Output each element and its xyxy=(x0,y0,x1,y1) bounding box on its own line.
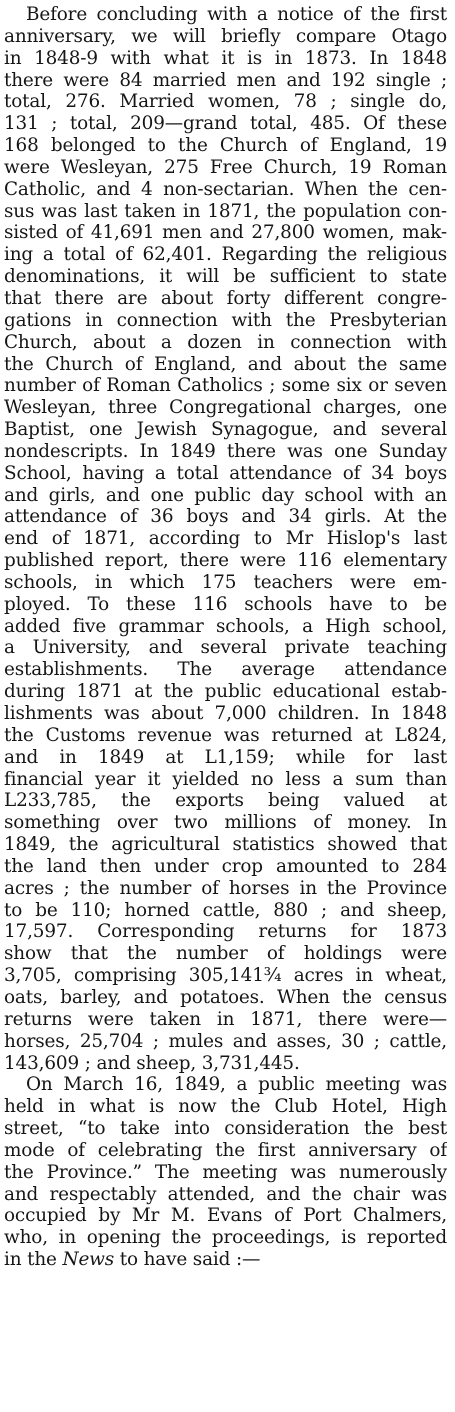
text-line: L233,785, the exports being valued at xyxy=(4,790,447,812)
text-line: something over two millions of money. In xyxy=(4,812,447,834)
text-line: that there are about forty different congre- xyxy=(4,287,447,309)
text-line: establishments. The average attendance xyxy=(4,659,447,681)
text-line: published report, there were 116 elementary xyxy=(4,550,447,572)
text-line: anniversary, we will briefly compare Otago xyxy=(4,25,447,47)
text-line: and girls, and one public day school with an xyxy=(4,484,447,506)
text-line: and in 1849 at L1,159; while for last xyxy=(4,746,447,768)
text-line: nondescripts. In 1849 there was one Sunday xyxy=(4,440,447,462)
text-line: 1849, the agricultural statistics showed that xyxy=(4,834,447,856)
text-line: sisted of 41,691 men and 27,800 women, mak- xyxy=(4,222,447,244)
text-line: who, in opening the proceedings, is reported xyxy=(4,1227,447,1249)
text-line: mode of celebrating the first anniversary of xyxy=(4,1139,447,1161)
text-line: schools, in which 175 teachers were em- xyxy=(4,571,447,593)
text-line: end of 1871, according to Mr Hislop's last xyxy=(4,528,447,550)
newspaper-title: News xyxy=(62,1249,115,1271)
text-line: there were 84 married men and 192 single ; xyxy=(4,69,447,91)
text-line: Church, about a dozen in connection with xyxy=(4,331,447,353)
text-line: Before concluding with a notice of the first xyxy=(26,4,447,25)
text-line: attendance of 36 boys and 34 girls. At the xyxy=(4,506,447,528)
text-line: oats, barley, and potatoes. When the census xyxy=(4,986,447,1008)
text-line: the Church of England, and about the same xyxy=(4,353,447,375)
text-line: total, 276. Married women, 78 ; single do, xyxy=(4,91,447,113)
text-line: lishments was about 7,000 children. In 1848 xyxy=(4,703,447,724)
article-column xyxy=(4,0,447,1271)
text-line: Baptist, one Jewish Synagogue, and several xyxy=(4,419,447,441)
text-line: ing a total of 62,401. Regarding the religious xyxy=(4,244,447,266)
text-line: the Province.” The meeting was numerously xyxy=(4,1161,447,1183)
text-line: sus was last taken in 1871, the population con- xyxy=(4,200,447,222)
closing-line xyxy=(4,1249,447,1271)
text-line: denominations, it will be sufficient to state xyxy=(4,266,447,288)
text-line: and respectably attended, and the chair was xyxy=(4,1183,447,1205)
text-line: 168 belonged to the Church of England, 19 xyxy=(4,135,447,157)
text-line: acres ; the number of horses in the Province xyxy=(4,877,447,899)
text-line: 17,597. Corresponding returns for 1873 xyxy=(4,921,447,943)
text-line: returns were taken in 1871, there were— xyxy=(4,1008,447,1030)
text-line: 143,609 ; and sheep, 3,731,445. xyxy=(4,1052,300,1074)
text-line: held in what is now the Club Hotel, High xyxy=(4,1096,447,1118)
text-line: financial year it yielded no less a sum than xyxy=(4,768,447,790)
text-line: number of Roman Catholics ; some six or seven xyxy=(4,375,447,397)
text-line: gations in connection with the Presbyterian xyxy=(4,309,447,331)
text-line: Wesleyan, three Congregational charges, one xyxy=(4,397,447,419)
text-line: On March 16, 1849, a public meeting was xyxy=(26,1074,447,1096)
text-line: ployed. To these 116 schools have to be xyxy=(4,593,447,615)
text-line: during 1871 at the public educational estab- xyxy=(4,681,447,703)
text-line: show that the number of holdings were xyxy=(4,943,447,965)
text-line: Catholic, and 4 non-sectarian. When the cen- xyxy=(4,178,447,200)
text-line: horses, 25,704 ; mules and asses, 30 ; cattle, xyxy=(4,1030,447,1052)
text-line: occupied by Mr M. Evans of Port Chalmers, xyxy=(4,1205,447,1227)
closing-line-after: to have said :— xyxy=(114,1249,261,1271)
text-line: street, “to take into consideration the best xyxy=(4,1118,447,1140)
text-line: School, having a total attendance of 34 boys xyxy=(4,462,447,484)
text-line: 3,705, comprising 305,141¾ acres in wheat, xyxy=(4,965,447,987)
text-line: added five grammar schools, a High school, xyxy=(4,615,447,637)
text-line: 131 ; total, 209—grand total, 485. Of these xyxy=(4,113,447,135)
closing-line-before: in the xyxy=(4,1249,63,1271)
text-line: a University, and several private teaching xyxy=(4,637,447,659)
text-line: the Customs revenue was returned at L824, xyxy=(4,724,447,746)
paragraph-public-meeting xyxy=(4,1074,447,1271)
text-line: the land then under crop amounted to 284 xyxy=(4,855,447,877)
text-line: in 1848-9 with what it is in 1873. In 1848 xyxy=(4,47,447,69)
paragraph-census-comparison xyxy=(4,4,447,1074)
text-line: to be 110; horned cattle, 880 ; and sheep, xyxy=(4,899,447,921)
text-line: were Wesleyan, 275 Free Church, 19 Roman xyxy=(4,156,447,178)
